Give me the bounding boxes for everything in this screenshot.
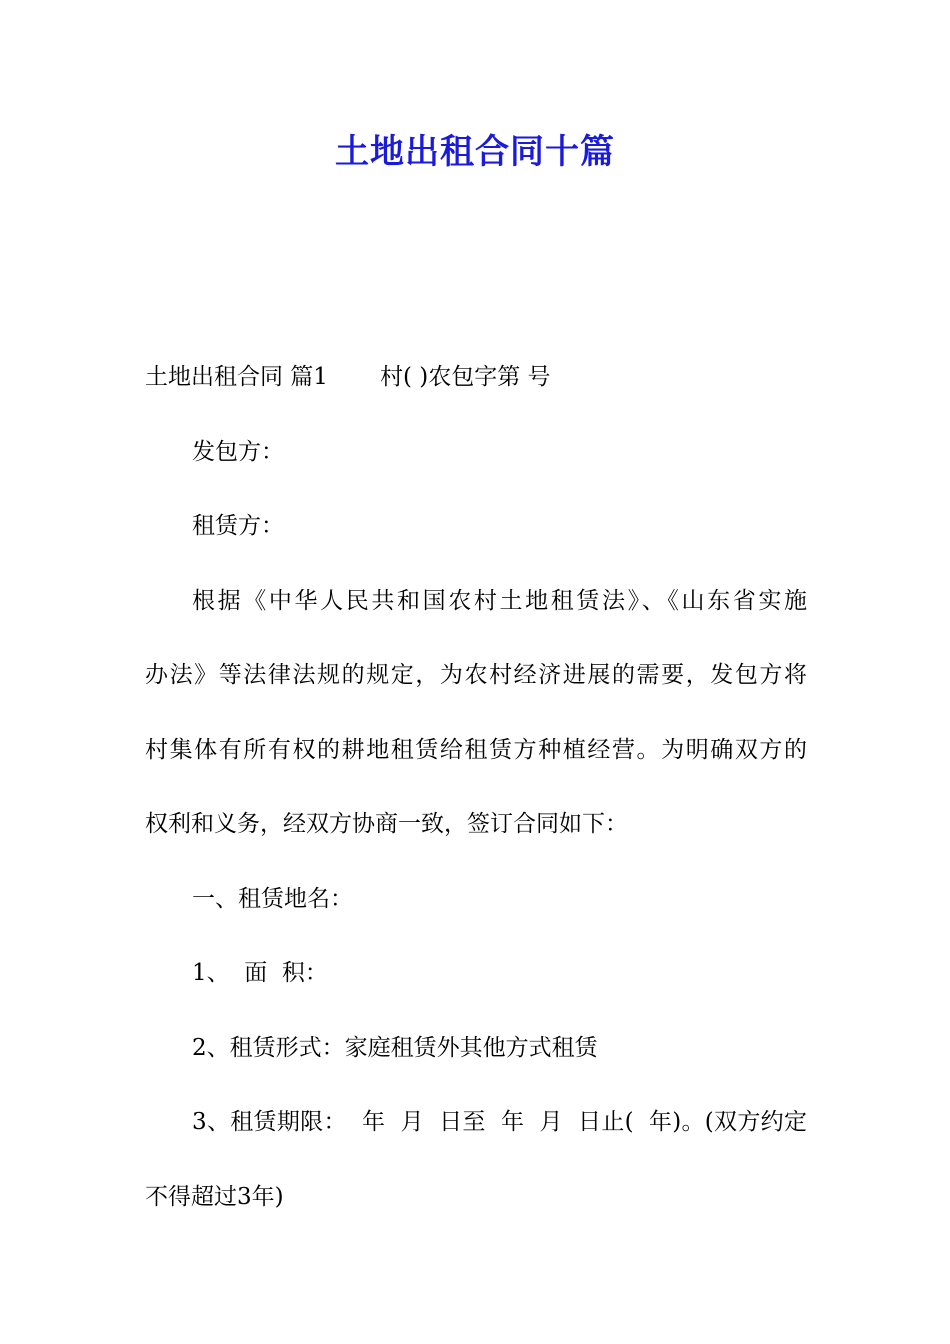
clause-item-continued: 不得超过3年) bbox=[145, 1183, 284, 1210]
contract-number: 村( )农包字第 号 bbox=[379, 364, 551, 390]
paragraph-line: 根据《中华人民共和国农村土地租赁法》、《山东省实施 bbox=[192, 587, 807, 614]
paragraph-line: 办法》等法律法规的规定，为农村经济进展的需要，发包方将 bbox=[145, 662, 807, 688]
clause-item: 1、 面 积： bbox=[192, 960, 328, 986]
section-heading: 土地出租合同 篇1 bbox=[145, 364, 328, 390]
document-body bbox=[145, 340, 807, 1234]
document-title: 土地出租合同十篇 bbox=[335, 132, 615, 172]
clause-heading: 一、租赁地名： bbox=[192, 885, 353, 912]
party-a-line: 发包方： bbox=[192, 438, 284, 465]
clause-item: 2、租赁形式：家庭租赁外其他方式租赁 bbox=[192, 1034, 598, 1061]
paragraph-line: 权利和义务，经双方协商一致，签订合同如下： bbox=[145, 811, 628, 837]
paragraph-line: 村集体有所有权的耕地租赁给租赁方种植经营。为明确双方的 bbox=[145, 736, 807, 763]
section-heading-line bbox=[145, 340, 807, 415]
party-b-line: 租赁方： bbox=[192, 513, 284, 539]
clause-item: 3、租赁期限： 年 月 日至 年 月 日止( 年)。(双方约定 bbox=[192, 1109, 807, 1135]
